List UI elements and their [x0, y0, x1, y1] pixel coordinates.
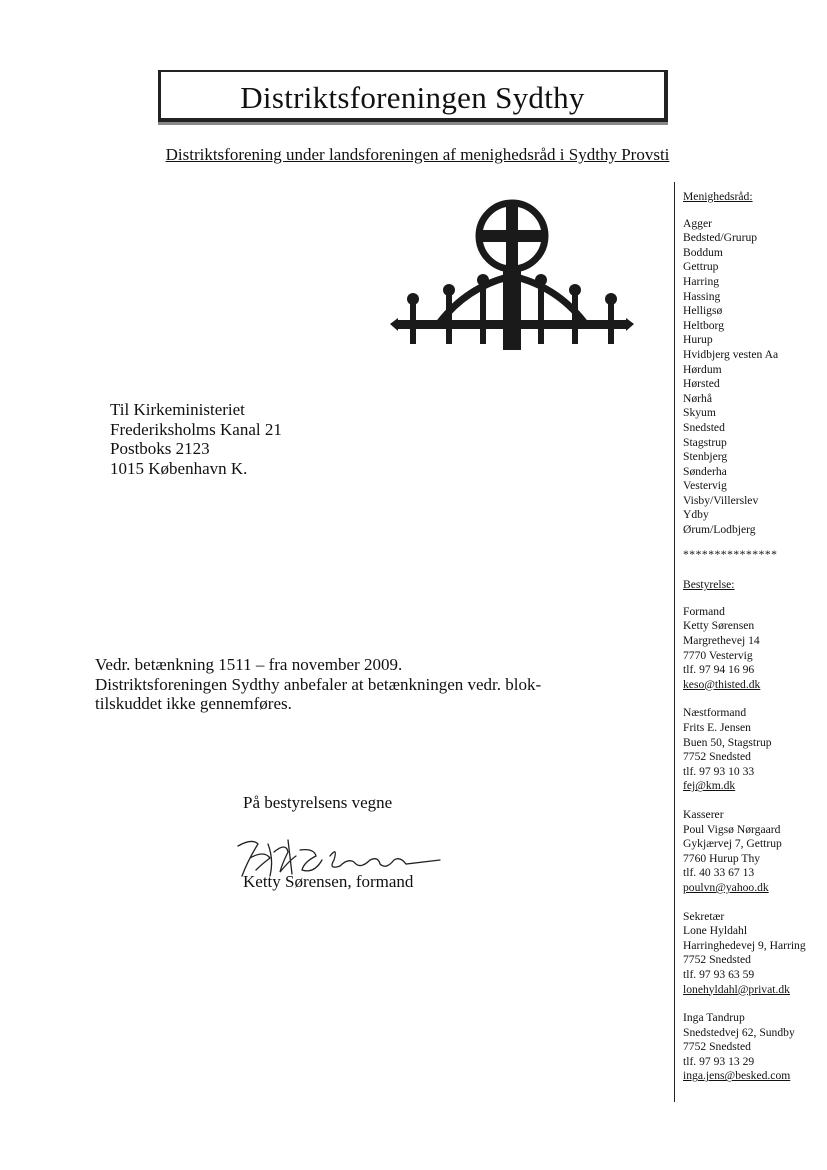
- list-item: Stagstrup: [683, 435, 727, 449]
- member-role: Næstformand: [683, 706, 747, 720]
- board-heading: Bestyrelse:: [683, 578, 735, 592]
- list-item: Gettrup: [683, 260, 719, 274]
- member-city: 7752 Snedsted: [683, 953, 751, 967]
- list-item: Snedsted: [683, 420, 725, 434]
- list-item: Skyum: [683, 406, 716, 420]
- address-line: Postboks 2123: [110, 439, 210, 458]
- letter-body: [95, 655, 565, 714]
- list-item: Ørum/Lodbjerg: [683, 523, 756, 537]
- list-item: Visby/Villerslev: [683, 493, 759, 507]
- body-line: tilskuddet ikke gennemføres.: [95, 694, 292, 713]
- councils-heading: Menighedsråd:: [683, 190, 753, 203]
- body-line: Distriktsforeningen Sydthy anbefaler at betænkningen vedr. blok-: [95, 674, 542, 694]
- list-item: Ydby: [683, 508, 709, 522]
- board-member: [683, 706, 823, 794]
- member-role: Sekretær: [683, 909, 725, 923]
- sidebar-divider: [674, 182, 675, 1102]
- member-address: Margrethevej 14: [683, 634, 760, 648]
- member-address: Buen 50, Stagstrup: [683, 735, 772, 749]
- member-phone: tlf. 40 33 67 13: [683, 866, 755, 880]
- member-role: Formand: [683, 604, 725, 618]
- sidebar: [683, 190, 823, 1084]
- church-cross-gate-logo: [388, 198, 636, 358]
- list-item: Nørhå: [683, 391, 712, 405]
- member-phone: tlf. 97 93 10 33: [683, 764, 755, 778]
- address-line: Til Kirkeministeriet: [110, 400, 245, 419]
- list-item: Hørsted: [683, 377, 720, 391]
- page-title: Distriktsforeningen Sydthy: [240, 80, 585, 115]
- list-item: Hvidbjerg vesten Aa: [683, 347, 779, 361]
- member-name: Poul Vigsø Nørgaard: [683, 822, 781, 836]
- list-item: Boddum: [683, 245, 723, 259]
- list-item: Harring: [683, 274, 720, 288]
- member-address: Harringhedevej 9, Harring: [683, 938, 806, 952]
- member-role: Kasserer: [683, 807, 724, 821]
- member-city: 7752 Snedsted: [683, 1040, 751, 1054]
- list-item: Stenbjerg: [683, 450, 728, 464]
- member-email-link[interactable]: inga.jens@besked.com: [683, 1069, 791, 1083]
- title-box: [158, 70, 668, 122]
- member-city: 7760 Hurup Thy: [683, 851, 761, 865]
- address-line: Frederiksholms Kanal 21: [110, 419, 282, 439]
- list-item: Hassing: [683, 289, 721, 303]
- board-member: [683, 910, 823, 998]
- list-item: Helligsø: [683, 304, 723, 318]
- member-name: Inga Tandrup: [683, 1011, 745, 1025]
- member-email-link[interactable]: poulvn@yahoo.dk: [683, 880, 769, 894]
- list-item: Agger: [683, 216, 712, 230]
- member-name: Lone Hyldahl: [683, 924, 748, 938]
- member-city: 7770 Vestervig: [683, 648, 753, 662]
- member-address: Gykjærvej 7, Gettrup: [683, 837, 782, 851]
- list-item: Vestervig: [683, 479, 727, 493]
- member-phone: tlf. 97 93 63 59: [683, 967, 755, 981]
- closing-on-behalf: På bestyrelsens vegne: [243, 793, 393, 812]
- body-line: Vedr. betænkning 1511 – fra november 2009.: [95, 655, 403, 674]
- member-city: 7752 Snedsted: [683, 750, 751, 764]
- councils-list: [683, 217, 823, 538]
- board-member: [683, 808, 823, 896]
- list-item: Hurup: [683, 333, 713, 347]
- member-address: Snedstedvej 62, Sundby: [683, 1025, 795, 1039]
- member-name: Ketty Sørensen: [683, 619, 755, 633]
- member-phone: tlf. 97 94 16 96: [683, 663, 755, 677]
- board-member: [683, 605, 823, 693]
- member-phone: tlf. 97 93 13 29: [683, 1054, 755, 1068]
- separator: ***************: [683, 547, 778, 561]
- board-member: [683, 1011, 823, 1084]
- signer-name: Ketty Sørensen, formand: [243, 872, 414, 891]
- list-item: Bedsted/Grurup: [683, 231, 758, 245]
- member-name: Frits E. Jensen: [683, 721, 751, 734]
- list-item: Sønderha: [683, 464, 727, 478]
- member-email-link[interactable]: keso@thisted.dk: [683, 677, 761, 691]
- list-item: Heltborg: [683, 318, 725, 332]
- recipient-address: [110, 400, 282, 478]
- subtitle: Distriktsforening under landsforeningen af menighedsråd i Sydthy Provsti: [165, 145, 670, 164]
- list-item: Hørdum: [683, 362, 722, 376]
- member-email-link[interactable]: lonehyldahl@privat.dk: [683, 982, 790, 996]
- member-email-link[interactable]: fej@km.dk: [683, 779, 736, 793]
- address-line: 1015 København K.: [110, 458, 248, 478]
